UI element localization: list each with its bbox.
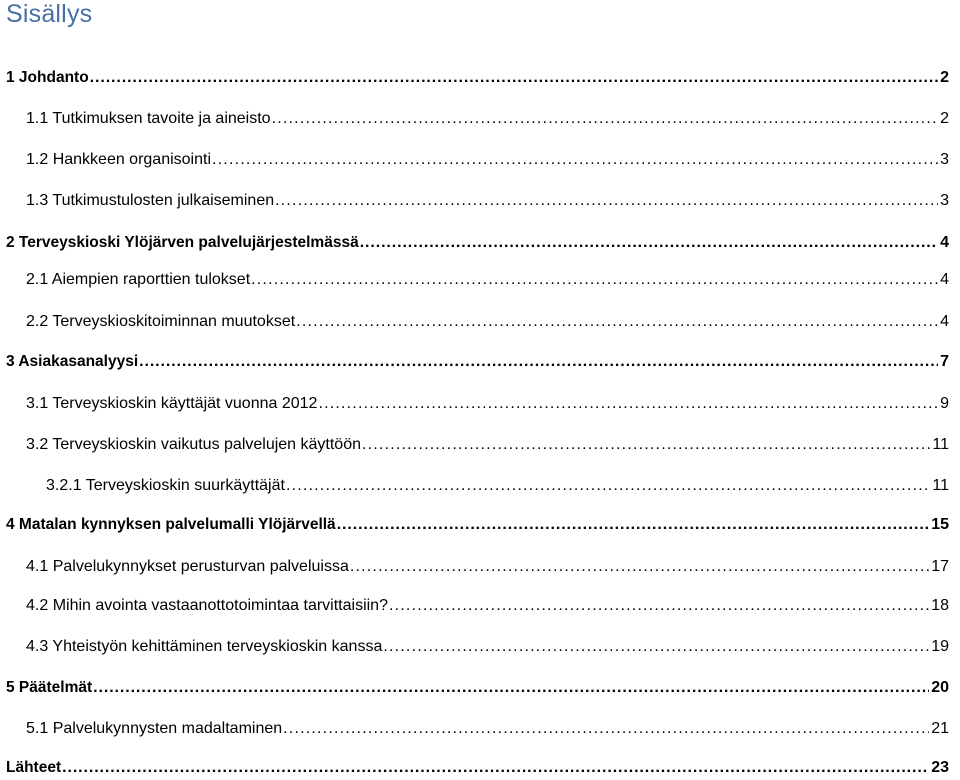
toc-leader-dots <box>62 756 929 780</box>
toc-entry-page: 11 <box>932 477 949 494</box>
toc-leader-dots <box>360 231 938 255</box>
toc-entry-label: 5 Päätelmät <box>6 679 93 696</box>
toc-entry-page: 11 <box>932 436 949 453</box>
page-title: Sisällys <box>6 0 93 28</box>
toc-entry[interactable] <box>26 433 949 457</box>
toc-entry[interactable] <box>26 268 949 292</box>
toc-leader-dots <box>90 66 938 90</box>
toc-leader-dots <box>283 717 929 741</box>
toc-entry[interactable] <box>6 66 949 90</box>
toc-entry-label: 2 Terveyskioski Ylöjärven palvelujärjestelmässä <box>6 234 359 251</box>
toc-leader-dots <box>212 148 938 172</box>
toc-entry-page: 21 <box>931 720 949 737</box>
toc-entry-page: 3 <box>940 192 949 209</box>
toc-entry[interactable] <box>26 717 949 741</box>
toc-entry[interactable] <box>26 635 949 659</box>
toc-entry-label: 1.2 Hankkeen organisointi <box>26 151 212 168</box>
toc-entry-page: 2 <box>940 110 949 127</box>
toc-entry-label: 3 Asiakasanalyysi <box>6 353 139 370</box>
toc-leader-dots <box>93 676 929 700</box>
toc-leader-dots <box>362 433 930 457</box>
toc-entry[interactable] <box>26 189 949 213</box>
toc-entry-label: 4 Matalan kynnyksen palvelumalli Ylöjärvellä <box>6 516 336 533</box>
toc-leader-dots <box>251 268 938 292</box>
toc-entry-page: 9 <box>940 395 949 412</box>
toc-entry-label: 1.1 Tutkimuksen tavoite ja aineisto <box>26 110 271 127</box>
toc-entry-page: 23 <box>931 759 949 776</box>
toc-entry-page: 20 <box>931 679 949 696</box>
toc-entry[interactable] <box>26 107 949 131</box>
toc-leader-dots <box>389 594 929 618</box>
toc-entry-label: 1.3 Tutkimustulosten julkaiseminen <box>26 192 275 209</box>
toc-entry[interactable] <box>46 474 949 498</box>
toc-entry-label: 1 Johdanto <box>6 69 89 86</box>
toc-entry-label: 4.2 Mihin avointa vastaanottotoimintaa tarvittaisiin? <box>26 597 388 614</box>
toc-entry-page: 4 <box>940 313 949 330</box>
toc-entry[interactable] <box>6 513 949 537</box>
toc-leader-dots <box>286 474 930 498</box>
toc-entry-page: 15 <box>931 516 949 533</box>
toc-leader-dots <box>383 635 929 659</box>
toc-entry-page: 4 <box>940 271 949 288</box>
toc-entry[interactable] <box>6 676 949 700</box>
toc-entry[interactable] <box>26 555 949 579</box>
toc-entry[interactable] <box>26 392 949 416</box>
toc-entry[interactable] <box>26 594 949 618</box>
toc-entry[interactable] <box>6 756 949 780</box>
toc-entry-label: 2.1 Aiempien raporttien tulokset <box>26 271 251 288</box>
toc-entry-label: Lähteet <box>6 759 62 776</box>
toc-entry-label: 3.2.1 Terveyskioskin suurkäyttäjät <box>46 477 285 494</box>
toc-leader-dots <box>318 392 938 416</box>
toc-leader-dots <box>350 555 929 579</box>
toc-entry-label: 4.3 Yhteistyön kehittäminen terveyskioskin kanssa <box>26 638 383 655</box>
toc-entry[interactable] <box>26 148 949 172</box>
toc-entry-page: 3 <box>940 151 949 168</box>
toc-entry[interactable] <box>6 231 949 255</box>
toc-entry-page: 4 <box>940 234 949 251</box>
toc-leader-dots <box>296 310 938 334</box>
toc-entry-label: 3.1 Terveyskioskin käyttäjät vuonna 2012 <box>26 395 318 412</box>
toc-entry-page: 2 <box>940 69 949 86</box>
toc-entry-page: 7 <box>940 353 949 370</box>
toc-entry-label: 3.2 Terveyskioskin vaikutus palvelujen käyttöön <box>26 436 361 453</box>
toc-entry-label: 2.2 Terveyskioskitoiminnan muutokset <box>26 313 296 330</box>
toc-leader-dots <box>275 189 938 213</box>
toc-leader-dots <box>337 513 930 537</box>
toc-entry-label: 5.1 Palvelukynnysten madaltaminen <box>26 720 283 737</box>
toc-entry-page: 19 <box>931 638 949 655</box>
toc-leader-dots <box>272 107 939 131</box>
toc-entry-page: 18 <box>931 597 949 614</box>
toc-entry[interactable] <box>26 310 949 334</box>
toc-entry[interactable] <box>6 350 949 374</box>
toc-entry-label: 4.1 Palvelukynnykset perusturvan palveluissa <box>26 558 349 575</box>
toc-leader-dots <box>139 350 938 374</box>
toc-entry-page: 17 <box>931 558 949 575</box>
